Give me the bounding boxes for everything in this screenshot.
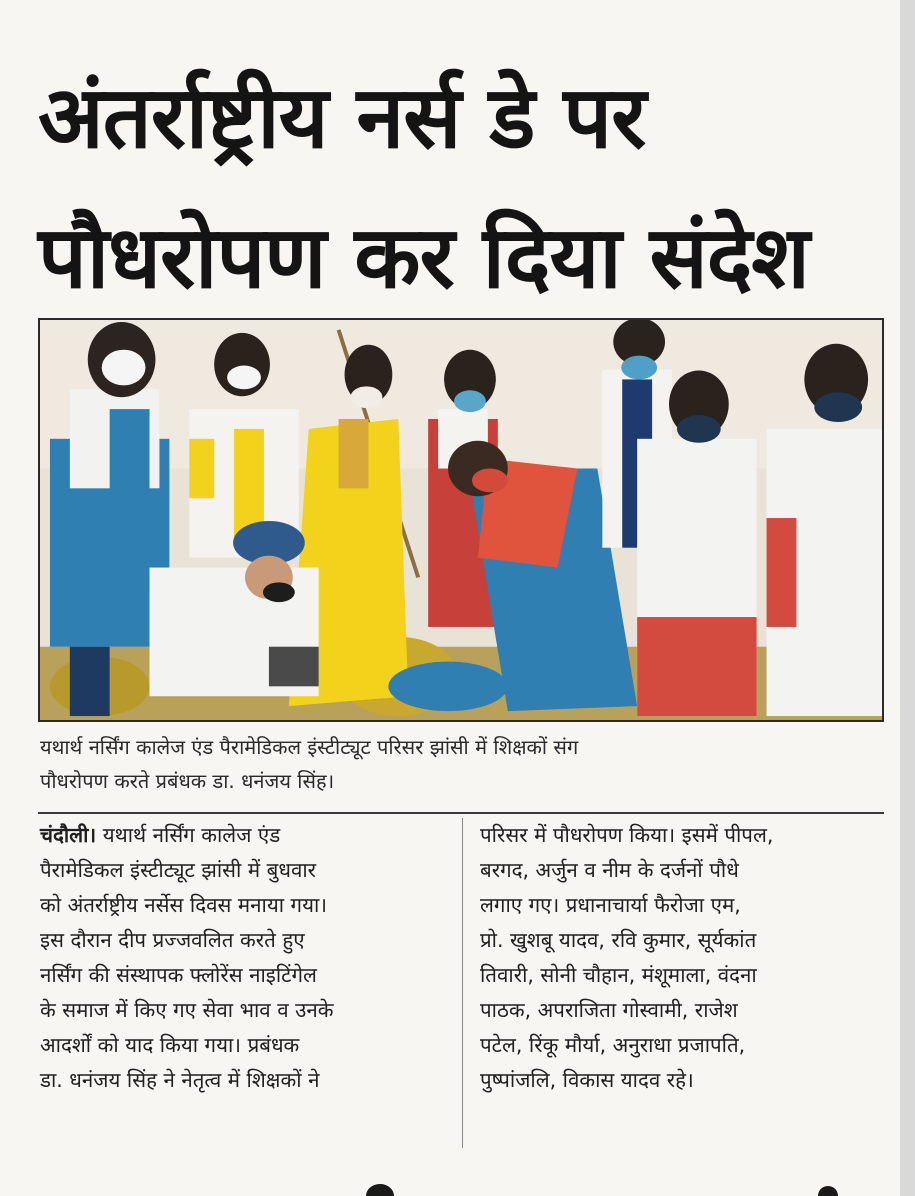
article-right-line-8: पुष्पांजलि, विकास यादव रहे।: [480, 1068, 694, 1092]
headline: [38, 48, 888, 328]
article-right-line-6: पाठक, अपराजिता गोस्वामी, राजेश: [480, 998, 738, 1022]
article-left-line-2: पैरामेडिकल इंस्टीट्यूट झांसी में बुधवार: [40, 858, 317, 882]
article-left-line-6: के समाज में किए गए सेवा भाव व उनके: [40, 998, 334, 1022]
photo-caption: [40, 730, 880, 798]
article-left-line-1-text: यथार्थ नर्सिंग कालेज एंड: [96, 823, 281, 847]
article-right-line-4: प्रो. खुशबू यादव, रवि कुमार, सूर्यकांत: [480, 928, 757, 952]
caption-line-1: यथार्थ नर्सिंग कालेज एंड पैरामेडिकल इंस्टीट्यूट परिसर झांसी में शिक्षकों संग: [40, 735, 579, 759]
news-photo: [38, 318, 884, 722]
cut-off-next-article-marks: [0, 1170, 900, 1196]
column-rule: [462, 818, 463, 1148]
headline-line-2: पौधरोपण कर दिया संदेश: [38, 208, 809, 308]
headline-line-1: अंतर्राष्ट्रीय नर्स डे पर: [38, 68, 646, 168]
article-column-right: [480, 818, 885, 1098]
article-left-line-4: इस दौरान दीप प्रज्जवलित करते हुए: [40, 928, 305, 952]
article-column-left: [40, 818, 450, 1098]
article-right-line-5: तिवारी, सोनी चौहान, मंशूमाला, वंदना: [480, 963, 757, 987]
dateline: चंदौली।: [40, 823, 97, 847]
caption-divider: [38, 812, 884, 814]
article-left-line-1: [40, 818, 450, 853]
article-left-line-5: नर्सिंग की संस्थापक फ्लोरेंस नाइटिंगेल: [40, 963, 317, 987]
article-right-line-1: परिसर में पौधरोपण किया। इसमें पीपल,: [480, 823, 774, 847]
article-right-line-7: पटेल, रिंकू मौर्या, अनुराधा प्रजापति,: [480, 1033, 746, 1057]
page-edge: [900, 0, 915, 1196]
article-left-line-8: डा. धनंजय सिंह ने नेतृत्व में शिक्षकों ने: [40, 1068, 320, 1092]
photo-nurses-planting-tree-icon: [40, 320, 882, 720]
article-right-line-2: बरगद, अर्जुन व नीम के दर्जनों पौधे: [480, 858, 739, 882]
article-right-line-3: लगाए गए। प्रधानाचार्या फैरोजा एम,: [480, 893, 741, 917]
caption-line-2: पौधरोपण करते प्रबंधक डा. धनंजय सिंह।: [40, 769, 335, 793]
article-left-line-7: आदर्शों को याद किया गया। प्रबंधक: [40, 1033, 300, 1057]
article-left-line-3: को अंतर्राष्ट्रीय नर्सेस दिवस मनाया गया।: [40, 893, 328, 917]
